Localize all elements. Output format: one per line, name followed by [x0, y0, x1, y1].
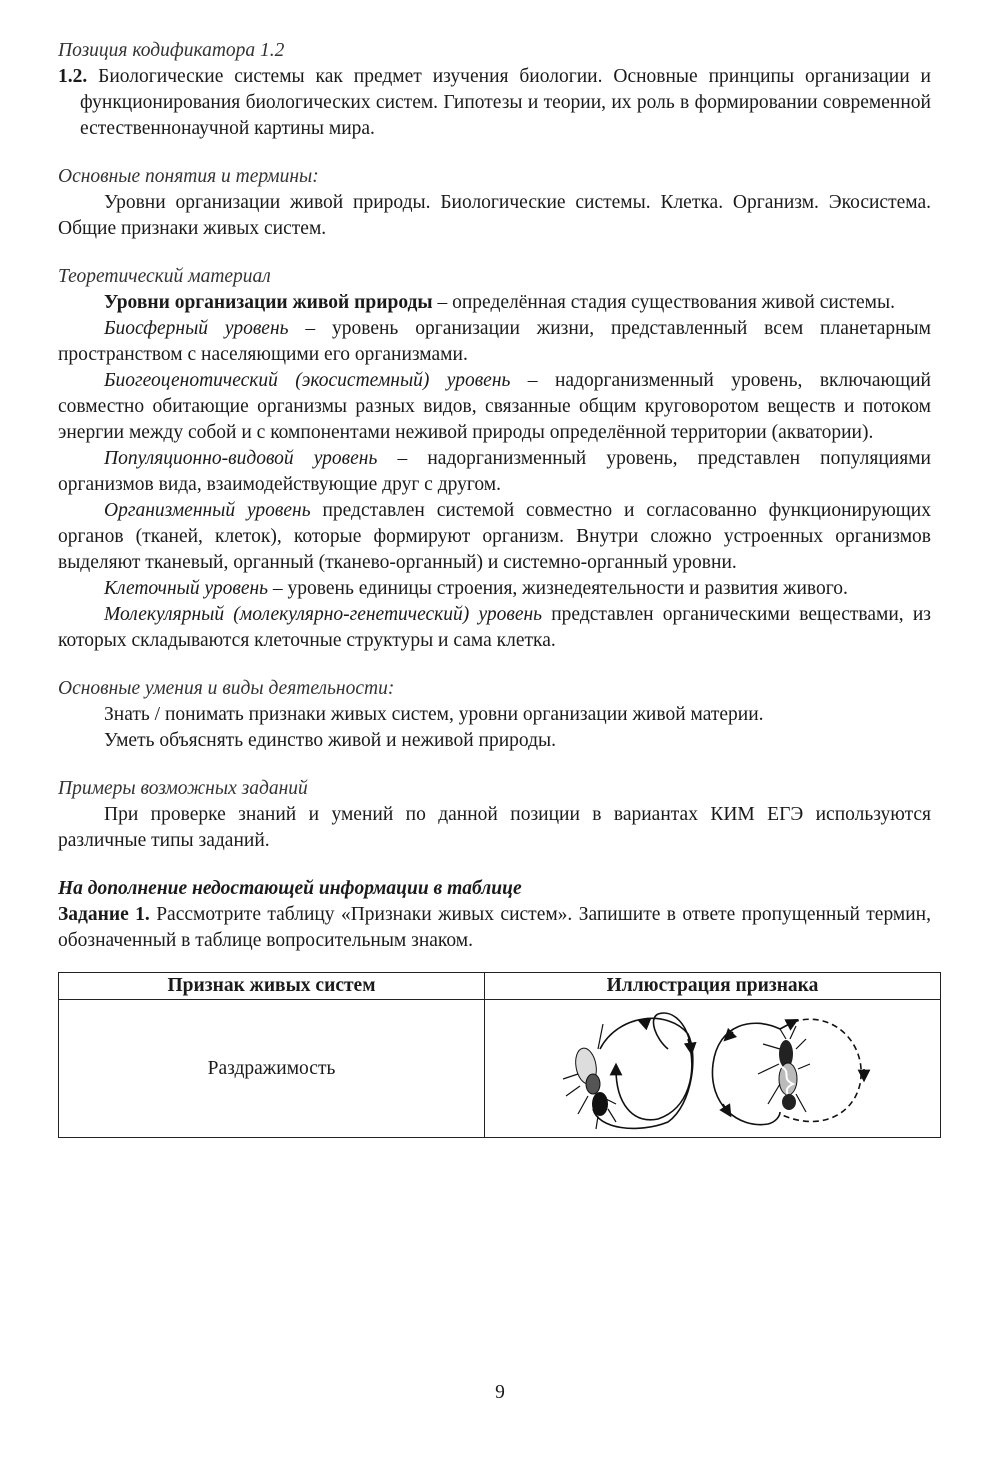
column-header-sign: Признак живых систем	[59, 973, 485, 1000]
level-term: Молекулярный (молекулярно-генетический) уровень	[104, 604, 543, 625]
level-text: – уровень организации жизни, представленный всем планетарным пространством с населяющими его организмами.	[58, 318, 931, 365]
codifier-text: Биологические системы как предмет изучения биологии. Основные принципы организации и функционирования биологических систем. Гипотезы и теории, их роль в формировании современной естественнонаучной картины мира.	[80, 66, 931, 139]
level-text: – уровень единицы строения, жизнедеятельности и развития живого.	[268, 578, 848, 599]
codifier-heading: Позиция кодификатора 1.2	[58, 40, 285, 61]
definition-term: Уровни организации живой природы	[104, 292, 433, 313]
cell-sign: Раздражимость	[59, 1000, 485, 1138]
insect-movement-circles-illustration	[485, 1004, 940, 1134]
level-term: Клеточный уровень	[104, 578, 269, 599]
skills-heading: Основные умения и виды деятельности:	[58, 678, 395, 699]
level-text: представлен системой совместно и согласованно функционирующих органов (тканей, клеток), которые формируют организм. Внутри сложно устроенных организмов выделяют тканевый, органный (тканево-органный) и системно-органный уровни.	[58, 500, 931, 573]
theory-heading: Теоретический материал	[58, 266, 271, 287]
examples-text: При проверке знаний и умений по данной позиции в вариантах КИМ ЕГЭ используются различные типы заданий.	[58, 804, 931, 851]
level-term: Организменный уровень	[104, 500, 311, 521]
document-page	[58, 38, 931, 1138]
theory-definition	[58, 290, 931, 316]
level-molecular	[58, 602, 931, 654]
task-1	[58, 902, 931, 954]
skill-item: Уметь объяснять единство живой и неживой природы.	[104, 730, 556, 751]
level-term: Биосферный уровень	[104, 318, 289, 339]
table-row	[59, 1000, 941, 1138]
level-cellular	[58, 576, 931, 602]
level-population-species	[58, 446, 931, 498]
level-text: – надорганизменный уровень, представлен популяциями организмов вида, взаимодействующие друг с другом.	[58, 448, 931, 495]
codifier-paragraph	[58, 64, 931, 142]
examples-heading: Примеры возможных заданий	[58, 778, 308, 799]
task-section-heading: На дополнение недостающей информации в таблице	[58, 878, 522, 899]
definition-text: – определённая стадия существования живой системы.	[432, 292, 895, 313]
task-text: Рассмотрите таблицу «Признаки живых систем». Запишите в ответе пропущенный термин, обозначенный в таблице вопросительным знаком.	[58, 904, 931, 951]
skill-item: Знать / понимать признаки живых систем, уровни организации живой материи.	[104, 704, 764, 725]
column-header-illustration: Иллюстрация признака	[485, 973, 941, 1000]
level-term: Биогеоценотический (экосистемный) уровень	[104, 370, 511, 391]
level-text: представлен органическими веществами, из которых складываются клеточные структуры и сама клетка.	[58, 604, 931, 651]
task-label: Задание 1.	[58, 904, 150, 925]
level-biosphere	[58, 316, 931, 368]
level-organism	[58, 498, 931, 576]
cell-illustration	[485, 1000, 941, 1138]
living-systems-table	[58, 972, 941, 1138]
concepts-text: Уровни организации живой природы. Биологические системы. Клетка. Организм. Экосистема. Общие признаки живых систем.	[58, 192, 931, 239]
level-biogeocenotic	[58, 368, 931, 446]
level-term: Популяционно-видовой уровень	[104, 448, 378, 469]
level-text: – надорганизменный уровень, включающий совместно обитающие организмы разных видов, связанные общим круговоротом веществ и потоком энергии между собой и с компонентами неживой природы определённой территории (акватории).	[58, 370, 931, 443]
codifier-number: 1.2.	[58, 66, 88, 87]
insect-circles-icon	[548, 1004, 878, 1134]
table-header-row	[59, 973, 941, 1000]
concepts-heading: Основные понятия и термины:	[58, 166, 319, 187]
page-number: 9	[495, 1382, 505, 1403]
